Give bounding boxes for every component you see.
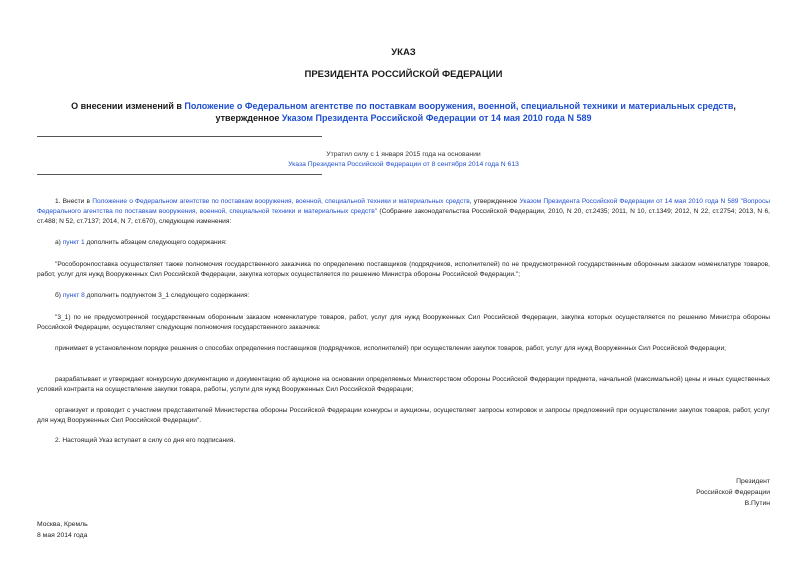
p1-text-a: 1. Внести в — [55, 198, 93, 205]
document-heading — [40, 100, 767, 124]
signature-line-3: В.Путин — [744, 500, 770, 507]
doc-type-title: УКАЗ — [391, 47, 416, 58]
place-date-block — [37, 519, 88, 541]
paragraph-7: разрабатывает и утверждает конкурсную документацию и документацию об аукционе на основании определяемых Министерством обороны Российской Федерации предмета, начальной (максимальной) цены и иных существенных условий контракта на осуществление закупки товара, работы, услуги для нужд Вооруженных Сил Российской Федерации; — [37, 376, 770, 393]
signature-line-2: Российской Федерации — [696, 489, 770, 496]
p1-link-decree[interactable]: Указом Президента Российской Федерации от 14 мая 2010 года N 589 — [519, 198, 739, 205]
place-line: Москва, Кремль — [37, 521, 88, 528]
p2-text-a: а) — [55, 239, 63, 246]
p4-text-a: б) — [55, 292, 63, 299]
paragraph-2 — [37, 238, 770, 248]
issuer-title: ПРЕЗИДЕНТА РОССИЙСКОЙ ФЕДЕРАЦИИ — [304, 69, 503, 80]
paragraph-3: "Рособоронпоставка осуществляет также полномочия государственного заказчика по определению поставщиков (подрядчиков, исполнителей) по не предусмотренной государственным оборонным заказом номенклатуре товаров, работ, услуг для нужд Вооруженных Сил Российской Федерации, закупка которых осуществляется по решению Министра обороны Российской Федерации."; — [37, 261, 770, 278]
divider-top — [37, 136, 322, 137]
status-note-link[interactable]: Указа Президента Российской Федерации от 8 сентября 2014 года N 613 — [288, 161, 519, 168]
heading-link-regulation[interactable]: Положение о Федеральном агентстве по поставкам вооружения, военной, специальной техники и материальных средств — [184, 101, 734, 111]
paragraph-5: "3_1) по не предусмотренной государственным оборонным заказом номенклатуре товаров, работ, услуг для нужд Вооруженных Сил Российской Федерации, закупка которых осуществляется по решению Министра обороны Российской Федерации, осуществляет следующие полномочия государственного заказчика: — [37, 314, 770, 331]
p4-link-item8[interactable]: пункт 8 — [62, 292, 85, 299]
paragraph-8: организует и проводит с участием представителей Министерства обороны Российской Федерации конкурсы и аукционы, осуществляет запросы котировок и запросы предложений при осуществлении закупок товаров, работ, услуг для нужд Вооруженных Сил Российской Федерации". — [37, 407, 770, 424]
paragraph-9: 2. Настоящий Указ вступает в силу со дня его подписания. — [55, 437, 236, 444]
p4-text-b: дополнить подпунктом 3_1 следующего содержания: — [84, 292, 250, 299]
heading-link-decree[interactable]: Указом Президента Российской Федерации от 14 мая 2010 года N 589 — [281, 113, 592, 123]
divider-bottom — [37, 174, 322, 175]
signature-line-1: Президент — [736, 478, 770, 485]
paragraph-6: принимает в установленном порядке решения о способах определения поставщиков (подрядчиков, исполнителей) при осуществлении закупок товаров, работ, услуг для нужд Вооруженных Сил Российской Федерации; — [55, 345, 726, 352]
p2-link-item1[interactable]: пункт 1 — [62, 239, 85, 246]
status-note — [37, 150, 770, 170]
date-line: 8 мая 2014 года — [37, 532, 88, 539]
heading-text-mid: , утвержденное — [215, 101, 736, 123]
p1-text-d: (Собрание законодательства Российской Федерации, 2010, N 20, ст.2435; 2011, N 10, ст.1349; 2012, N 22, ст.2754; 2013, N 6, ст.488; N 52, ст.7137; 2014, N 7, ст.670), следующие изменения: — [37, 208, 770, 225]
status-note-text: Утратил силу с 1 января 2015 года на основании — [326, 151, 481, 158]
p2-text-b: дополнить абзацем следующего содержания: — [84, 239, 227, 246]
heading-text-pre: О внесении изменений в — [71, 101, 185, 111]
signature-block — [696, 476, 770, 509]
paragraph-1 — [37, 197, 770, 227]
p1-text-b: , утвержденное — [469, 198, 520, 205]
p1-link-decree-title[interactable]: "Вопросы Федерального агентства по поставкам вооружения, военной, специальной техники и материальных средств" — [37, 198, 770, 215]
p1-link-regulation[interactable]: Положение о Федеральном агентстве по поставкам вооружения, военной, специальной техники и материальных средств — [92, 198, 470, 205]
paragraph-4 — [37, 291, 770, 301]
